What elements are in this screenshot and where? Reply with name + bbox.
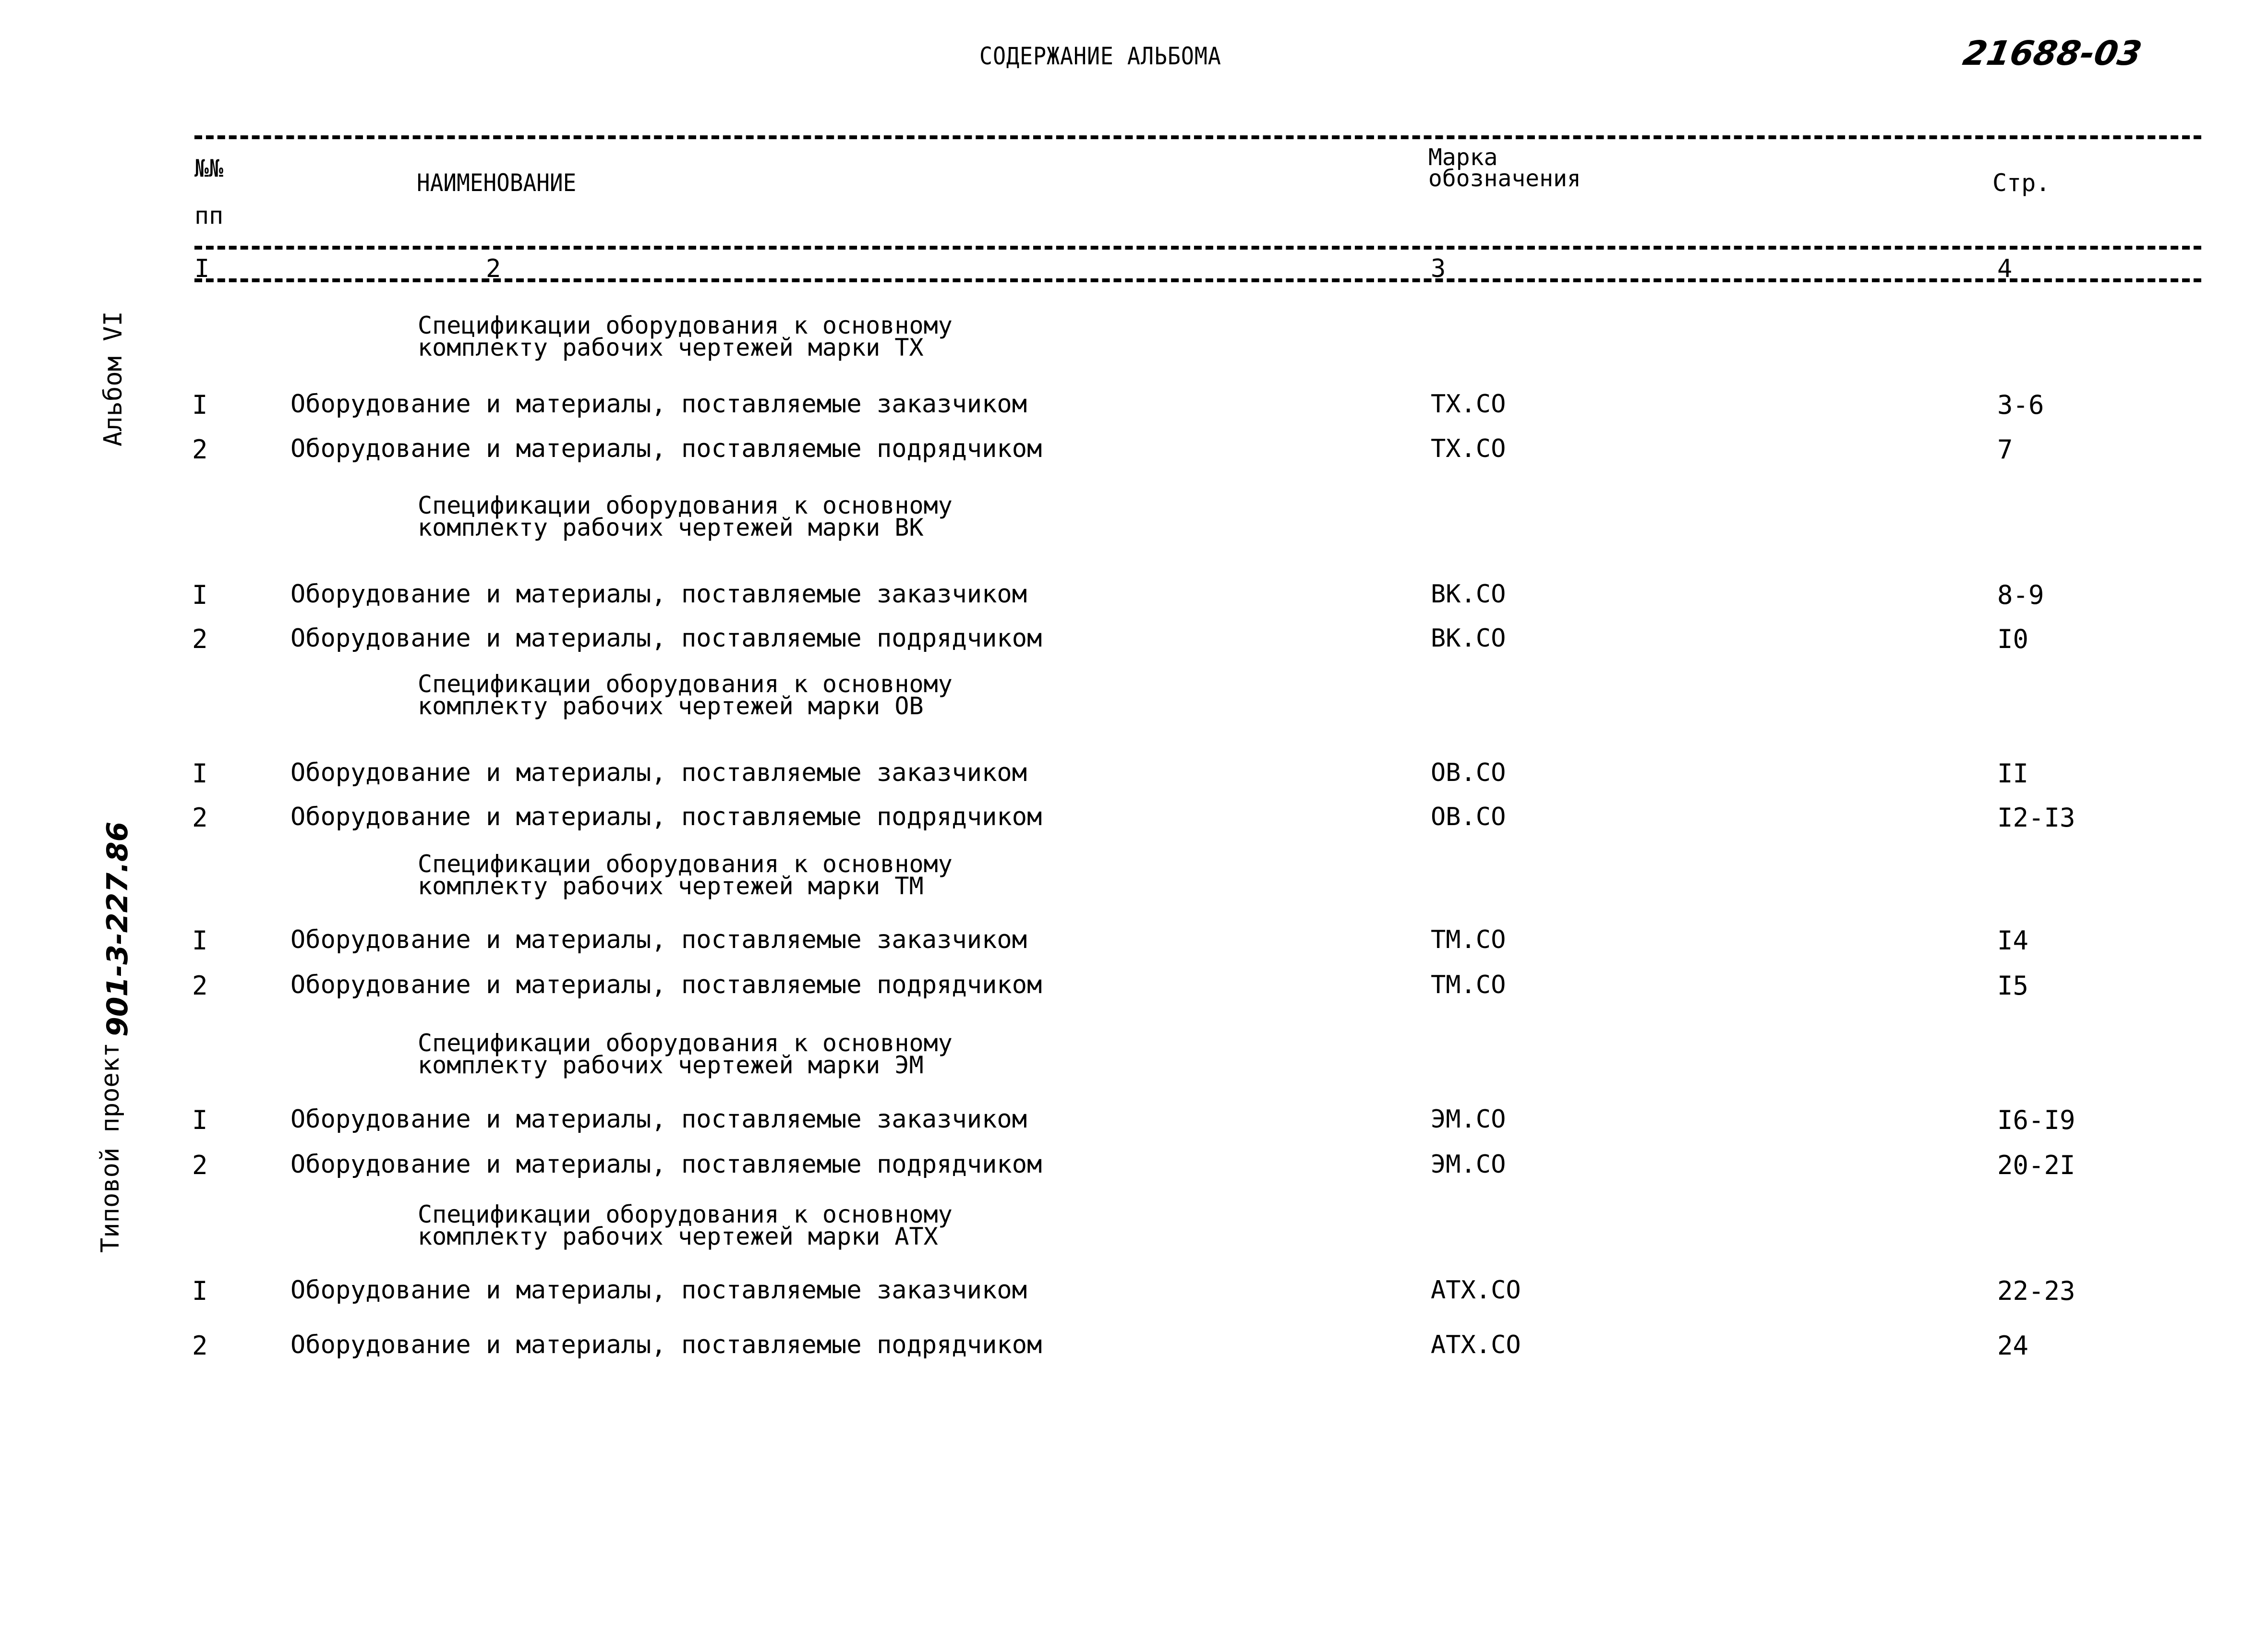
row-number: I [192, 580, 208, 610]
row-page: 3-6 [1997, 390, 2044, 420]
section-heading-line: комплекту рабочих чертежей марки ТМ [418, 872, 924, 900]
column-header-number-sub: пп [194, 202, 224, 229]
row-mark: ТХ.СО [1431, 434, 1506, 463]
row-number: 2 [192, 971, 208, 1001]
section-heading-line: Спецификации оборудования к основному [418, 850, 953, 878]
row-mark: ВК.СО [1431, 624, 1506, 653]
row-name: Оборудование и материалы, поставляемые подрядчиком [290, 971, 1042, 999]
column-header-mark [1428, 144, 1581, 192]
row-page: 20-2I [1997, 1150, 2075, 1180]
project-label: Типовой проект [96, 1042, 125, 1253]
row-number: I [192, 390, 208, 420]
row-name: Оборудование и материалы, поставляемые заказчиком [290, 1105, 1027, 1134]
column-header-name: НАИМЕНОВАНИЕ [417, 169, 577, 197]
row-mark: ОВ.СО [1431, 758, 1506, 787]
row-number: I [192, 758, 208, 789]
row-page: 22-23 [1997, 1276, 2075, 1306]
row-number: 2 [192, 803, 208, 833]
row-name: Оборудование и материалы, поставляемые подрядчиком [290, 1331, 1042, 1359]
row-name: Оборудование и материалы, поставляемые подрядчиком [290, 1150, 1042, 1179]
row-name: Оборудование и материалы, поставляемые подрядчиком [290, 434, 1042, 463]
row-number: I [192, 925, 208, 956]
row-mark: ТХ.СО [1431, 390, 1506, 419]
section-heading-line: комплекту рабочих чертежей марки ВК [418, 514, 924, 541]
header-rule-middle [194, 246, 2201, 250]
row-page: 8-9 [1997, 580, 2044, 610]
section-heading [418, 1029, 953, 1079]
page-title: СОДЕРЖАНИЕ АЛЬБОМА [979, 42, 1221, 70]
column-header-number: №№ [194, 155, 224, 182]
row-name: Оборудование и материалы, поставляемые подрядчиком [290, 624, 1042, 653]
section-heading [418, 1200, 953, 1250]
section-heading-line: Спецификации оборудования к основному [418, 1029, 953, 1057]
row-page: I5 [1997, 971, 2029, 1001]
row-number: 2 [192, 1331, 208, 1361]
column-number-3: 3 [1431, 254, 1446, 283]
row-number: 2 [192, 1150, 208, 1180]
row-name: Оборудование и материалы, поставляемые заказчиком [290, 925, 1027, 954]
column-header-page: Стр. [1992, 169, 2051, 197]
row-number: 2 [192, 624, 208, 654]
row-mark: ЭМ.СО [1431, 1105, 1506, 1134]
document-number: 21688-03 [1960, 34, 2145, 73]
section-heading [418, 850, 953, 900]
column-header-mark-line2: обозначения [1428, 165, 1581, 192]
section-heading-line: комплекту рабочих чертежей марки АТХ [418, 1223, 938, 1250]
album-label: Альбом VI [99, 311, 128, 446]
row-mark: ТМ.СО [1431, 925, 1506, 954]
column-number-1: I [194, 254, 210, 283]
row-mark: АТХ.СО [1431, 1276, 1521, 1305]
column-number-2: 2 [486, 254, 501, 283]
project-number: 901-3-227.86 [101, 821, 134, 1037]
section-heading [418, 314, 953, 359]
row-number: I [192, 1105, 208, 1135]
row-page: 7 [1997, 434, 2013, 465]
column-number-4: 4 [1997, 254, 2013, 283]
row-name: Оборудование и материалы, поставляемые заказчиком [290, 580, 1027, 609]
section-heading [418, 494, 953, 539]
section-heading-line: Спецификации оборудования к основному [418, 312, 953, 339]
row-page: I6-I9 [1997, 1105, 2075, 1135]
row-page: I0 [1997, 624, 2029, 654]
section-heading [418, 670, 953, 720]
row-name: Оборудование и материалы, поставляемые подрядчиком [290, 803, 1042, 831]
row-name: Оборудование и материалы, поставляемые заказчиком [290, 758, 1027, 787]
row-mark: ОВ.СО [1431, 803, 1506, 831]
section-heading-line: Спецификации оборудования к основному [418, 1200, 953, 1228]
row-name: Оборудование и материалы, поставляемые заказчиком [290, 390, 1027, 419]
column-header-mark-line1: Марка [1428, 144, 1498, 171]
row-mark: ТМ.СО [1431, 971, 1506, 999]
section-heading-line: комплекту рабочих чертежей марки ОВ [418, 692, 924, 720]
section-heading-line: комплекту рабочих чертежей марки ЭМ [418, 1051, 924, 1079]
row-mark: ВК.СО [1431, 580, 1506, 609]
row-name: Оборудование и материалы, поставляемые заказчиком [290, 1276, 1027, 1305]
section-heading-line: Спецификации оборудования к основному [418, 492, 953, 519]
row-page: 24 [1997, 1331, 2029, 1361]
row-mark: ЭМ.СО [1431, 1150, 1506, 1179]
row-page: I4 [1997, 925, 2029, 956]
section-heading-line: Спецификации оборудования к основному [418, 670, 953, 698]
row-mark: АТХ.СО [1431, 1331, 1521, 1359]
row-number: 2 [192, 434, 208, 465]
row-number: I [192, 1276, 208, 1306]
header-rule-top [194, 135, 2201, 139]
section-heading-line: комплекту рабочих чертежей марки ТХ [418, 334, 924, 361]
row-page: II [1997, 758, 2029, 789]
row-page: I2-I3 [1997, 803, 2075, 833]
